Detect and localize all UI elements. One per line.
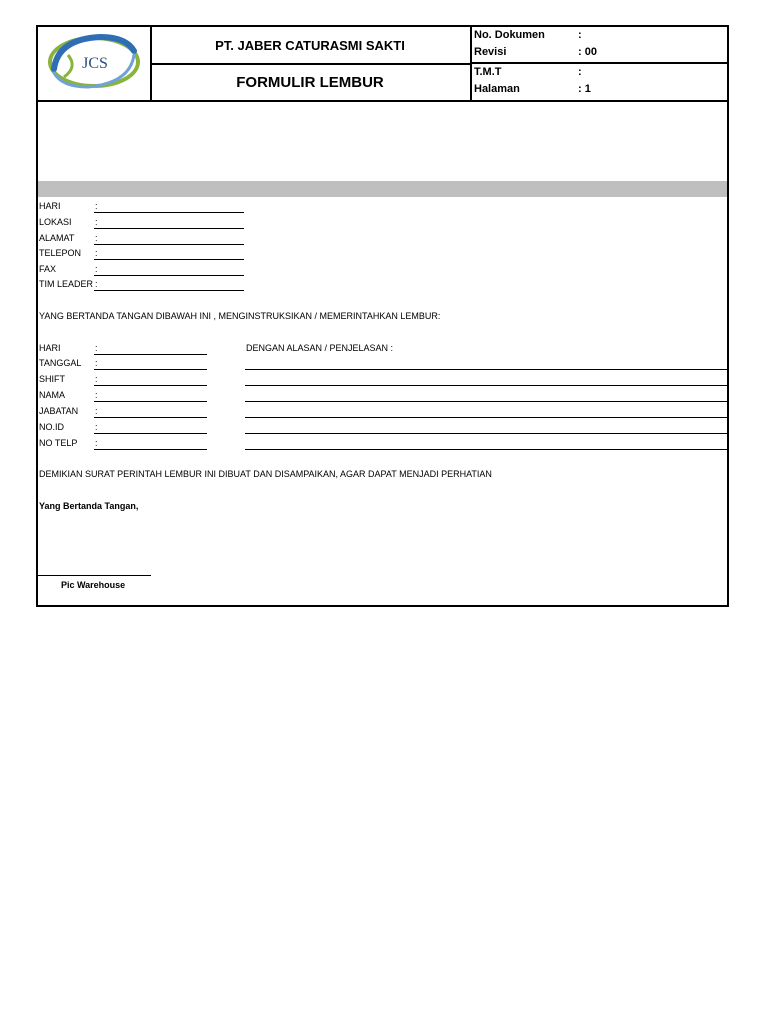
reason-line[interactable] xyxy=(245,385,727,386)
field-label-no-id: NO.ID xyxy=(39,422,65,432)
meta-divider xyxy=(472,62,727,64)
meta-value-tmt: : xyxy=(578,66,582,78)
reason-line[interactable] xyxy=(245,369,727,370)
field-colon: : xyxy=(95,374,98,384)
shift-input-line[interactable] xyxy=(94,385,207,386)
tanggal-input-line[interactable] xyxy=(94,369,207,370)
form-header xyxy=(38,27,727,102)
field-label-hari: HARI xyxy=(39,343,61,353)
meta-label-no-dokumen: No. Dokumen xyxy=(474,29,545,41)
field-label-fax: FAX xyxy=(39,264,57,274)
tim-leader-input-line[interactable] xyxy=(94,290,244,291)
field-colon: : xyxy=(95,422,98,432)
hari-input-line[interactable] xyxy=(94,212,244,213)
lokasi-input-line[interactable] xyxy=(94,228,244,229)
reason-line[interactable] xyxy=(245,401,727,402)
meta-value-revisi: : 00 xyxy=(578,46,597,58)
field-label-alamat: ALAMAT xyxy=(39,233,75,243)
field-colon: : xyxy=(95,358,98,368)
field-label-hari: HARI xyxy=(39,201,61,211)
company-name: PT. JABER CATURASMI SAKTI xyxy=(150,27,470,65)
closing-text: DEMIKIAN SURAT PERINTAH LEMBUR INI DIBUAT DAN DISAMPAIKAN, AGAR DAPAT MENJADI PERHATIAN xyxy=(39,469,492,479)
field-colon: : xyxy=(95,248,98,258)
field-colon: : xyxy=(95,390,98,400)
field-colon: : xyxy=(95,217,98,227)
meta-label-revisi: Revisi xyxy=(474,46,507,58)
fax-input-line[interactable] xyxy=(94,275,244,276)
overtime-form xyxy=(36,25,729,607)
reason-label: DENGAN ALASAN / PENJELASAN : xyxy=(246,343,394,353)
title-cell xyxy=(150,27,472,100)
field-colon: : xyxy=(95,201,98,211)
field-colon: : xyxy=(95,406,98,416)
hari-input-line[interactable] xyxy=(94,354,207,355)
reason-line[interactable] xyxy=(245,449,727,450)
field-colon: : xyxy=(95,343,98,353)
jabatan-input-line[interactable] xyxy=(94,417,207,418)
section-band xyxy=(38,181,727,197)
meta-value-halaman: : 1 xyxy=(578,83,591,95)
nama-input-line[interactable] xyxy=(94,401,207,402)
field-label-no-telp: NO TELP xyxy=(39,438,78,448)
no-id-input-line[interactable] xyxy=(94,433,207,434)
signature-line[interactable] xyxy=(38,575,151,576)
instruction-text: YANG BERTANDA TANGAN DIBAWAH INI , MENGINSTRUKSIKAN / MEMERINTAHKAN LEMBUR: xyxy=(39,311,441,321)
reason-line[interactable] xyxy=(245,433,727,434)
signature-heading: Yang Bertanda Tangan, xyxy=(39,501,139,511)
alamat-input-line[interactable] xyxy=(94,244,244,245)
meta-value-no-dokumen: : xyxy=(578,29,582,41)
field-colon: : xyxy=(95,233,98,243)
field-colon: : xyxy=(95,264,98,274)
form-title: FORMULIR LEMBUR xyxy=(236,74,384,91)
field-label-lokasi: LOKASI xyxy=(39,217,72,227)
field-colon: : xyxy=(95,279,98,289)
company-logo xyxy=(38,27,150,100)
logo-cell xyxy=(38,27,152,100)
no-telp-input-line[interactable] xyxy=(94,449,207,450)
field-label-jabatan: JABATAN xyxy=(39,406,79,416)
field-label-telepon: TELEPON xyxy=(39,248,82,258)
telepon-input-line[interactable] xyxy=(94,259,244,260)
signature-role: Pic Warehouse xyxy=(61,580,126,590)
field-label-shift: SHIFT xyxy=(39,374,65,384)
reason-line[interactable] xyxy=(245,417,727,418)
field-label-tim-leader: TIM LEADER xyxy=(39,279,94,289)
document-meta xyxy=(472,27,727,100)
field-colon: : xyxy=(95,438,98,448)
field-label-tanggal: TANGGAL xyxy=(39,358,82,368)
meta-label-tmt: T.M.T xyxy=(474,66,502,78)
meta-label-halaman: Halaman xyxy=(474,83,520,95)
logo-text: JCS xyxy=(82,55,108,72)
field-label-nama: NAMA xyxy=(39,390,66,400)
